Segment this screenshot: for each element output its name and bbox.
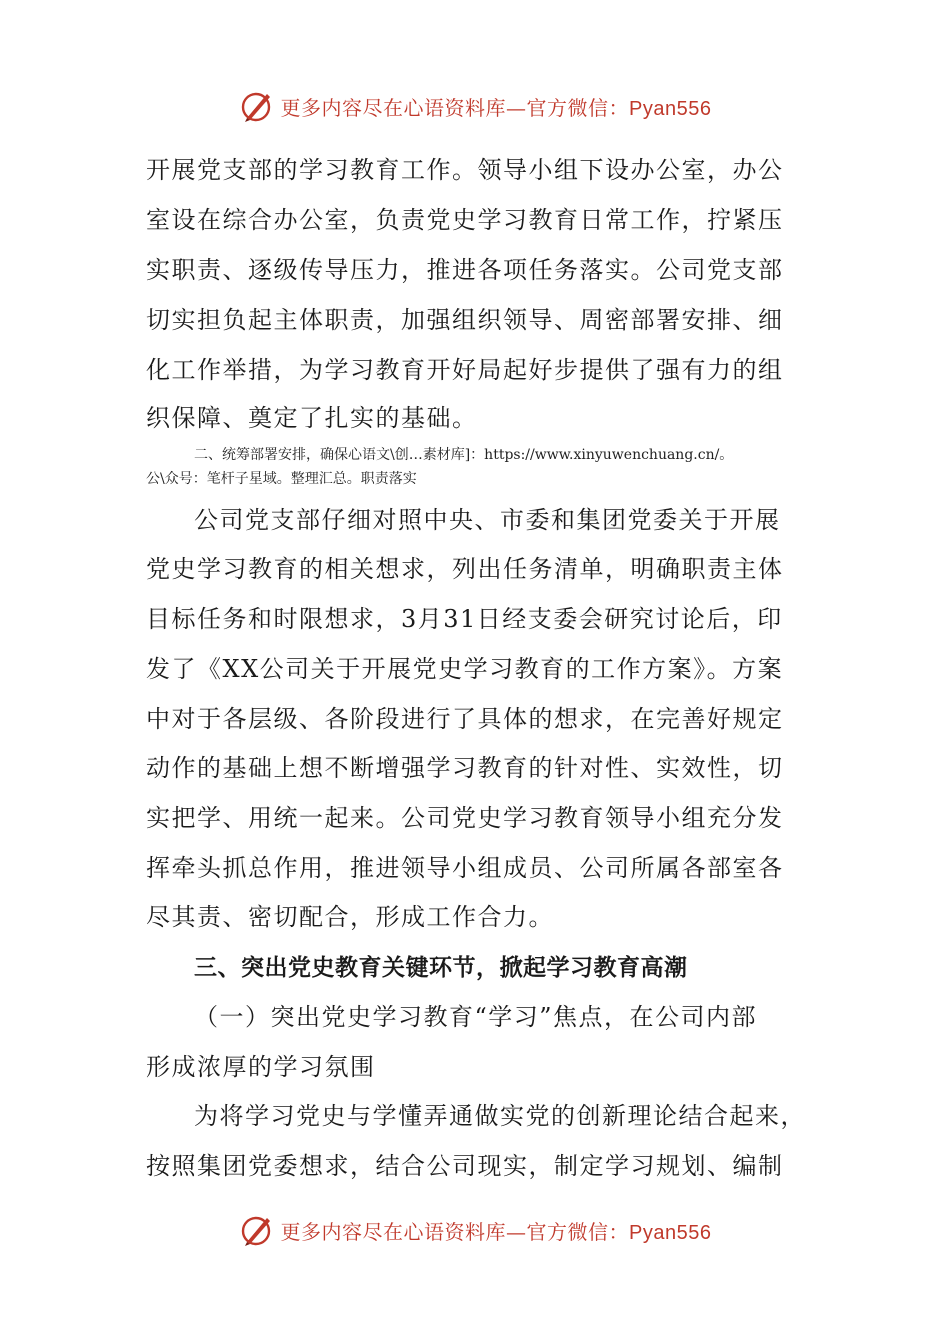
header-banner — [0, 78, 950, 134]
section-note: 公\众号：笔杆子星域。整理汇总。职责落实 — [146, 471, 417, 487]
body-line: 中对于各层级、各阶段进行了具体的想求，在完善好规定 — [146, 705, 784, 733]
body-line: 动作的基础上想不断增强学习教育的针对性、实效性，切 — [146, 754, 784, 782]
pen-circle-logo-icon — [239, 1212, 275, 1248]
subheading-line: 形成浓厚的学习氛围 — [146, 1053, 376, 1081]
body-line: 挥牵头抓总作用，推进领导小组成员、公司所属各部室各 — [146, 854, 784, 882]
body-line: 党史学习教育的相关想求，列出任务清单，明确职责主体 — [146, 555, 784, 583]
body-line: 开展党支部的学习教育工作。领导小组下设办公室，办公 — [146, 156, 784, 184]
section-note: 二、统筹部署安排，确保心语文\创…素材库]：https://www.xinyuwenchuang.cn/。 — [194, 447, 734, 463]
footer-banner — [0, 1202, 950, 1258]
body-line: 化工作举措，为学习教育开好局起好步提供了强有力的组 — [146, 356, 784, 384]
banner-handle: Pyan556 — [629, 1221, 712, 1244]
banner-text — [281, 1216, 712, 1245]
body-line: 为将学习党史与学懂弄通做实党的创新理论结合起来， — [194, 1102, 806, 1130]
body-line: 尽其责、密切配合，形成工作合力。 — [146, 903, 554, 931]
banner-handle: Pyan556 — [629, 97, 712, 120]
body-line: 室设在综合办公室，负责党史学习教育日常工作，拧紧压 — [146, 206, 784, 234]
body-line: 发了《XX公司关于开展党史学习教育的工作方案》。方案 — [146, 655, 784, 683]
body-line: 公司党支部仔细对照中央、市委和集团党委关于开展 — [194, 506, 781, 534]
section-heading: 三、突出党史教育关键环节，掀起学习教育高潮 — [194, 955, 688, 981]
pen-circle-logo-icon — [239, 88, 275, 124]
subheading-line: （一）突出党史学习教育“学习”焦点，在公司内部 — [194, 1003, 758, 1031]
body-line: 实把学、用统一起来。公司党史学习教育领导小组充分发 — [146, 804, 784, 832]
body-line: 按照集团党委想求，结合公司现实，制定学习规划、编制 — [146, 1152, 784, 1180]
body-line: 目标任务和时限想求，3月31日经支委会研究讨论后，印 — [146, 605, 783, 633]
banner-label: 更多内容尽在心语资料库—官方微信： — [280, 95, 630, 120]
banner-text — [281, 92, 712, 121]
body-line: 织保障、奠定了扎实的基础。 — [146, 404, 478, 432]
body-line: 切实担负起主体职责，加强组织领导、周密部署安排、细 — [146, 306, 784, 334]
banner-label: 更多内容尽在心语资料库—官方微信： — [280, 1219, 630, 1244]
body-line: 实职责、逐级传导压力，推进各项任务落实。公司党支部 — [146, 256, 784, 284]
